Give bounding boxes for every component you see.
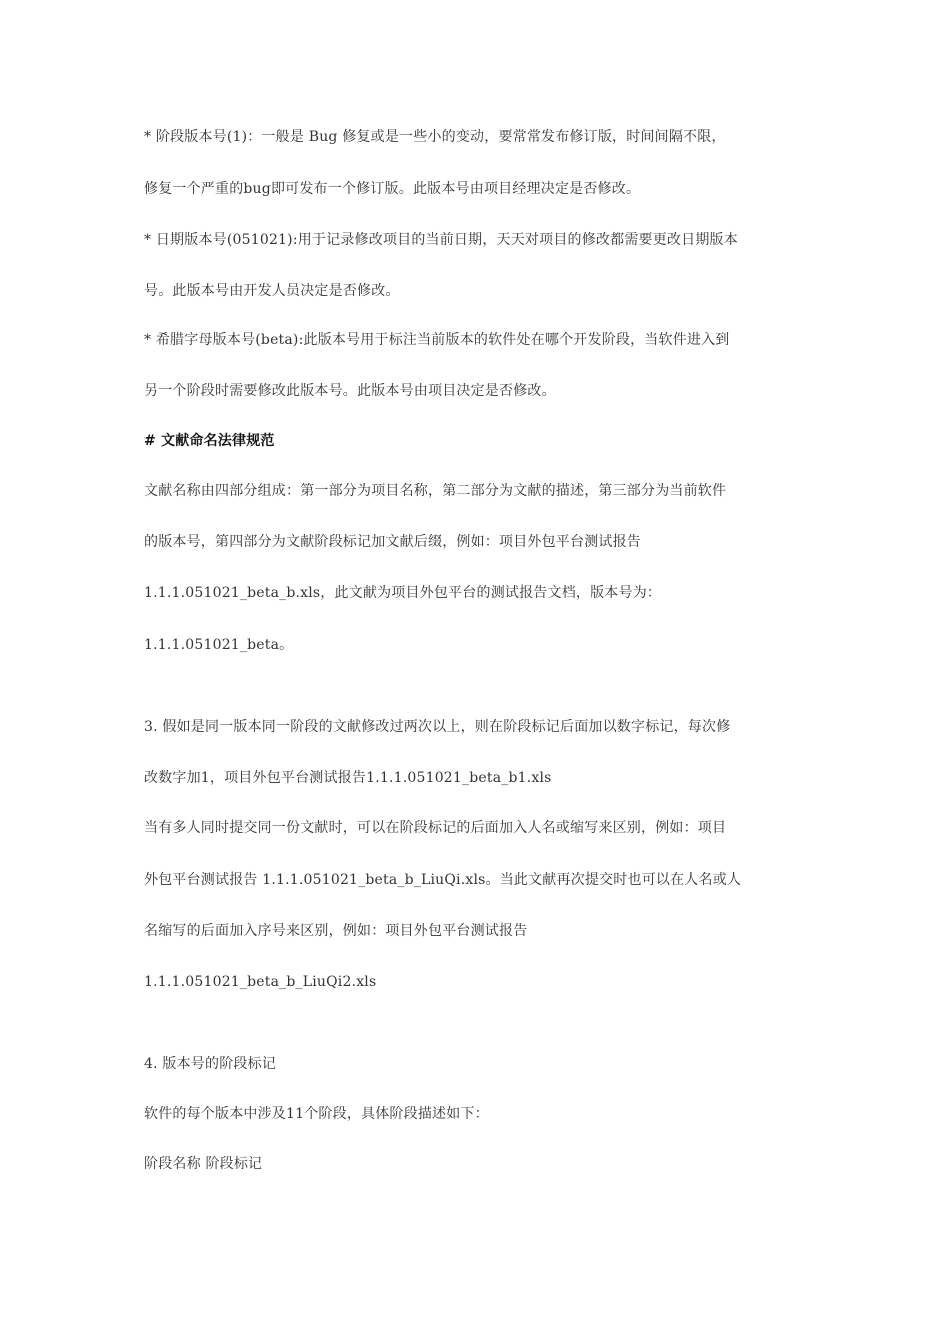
paragraph-greek-version-line-2: 另一个阶段时需要修改此版本号。此版本号由项目决定是否修改。 — [144, 383, 556, 399]
paragraph-date-version-line-1: * 日期版本号(051021):用于记录修改项目的当前日期，天天对项目的修改都需要更改日期版本 — [144, 232, 738, 248]
paragraph-revision-line-2: 改数字加1，项目外包平台测试报告1.1.1.051021_beta_b1.xls — [144, 770, 552, 786]
paragraph-naming-line-2: 的版本号，第四部分为文献阶段标记加文献后缀，例如：项目外包平台测试报告 — [144, 534, 641, 550]
paragraph-stage-marks-heading: 4. 版本号的阶段标记 — [144, 1056, 277, 1072]
table-header-stage-name-mark: 阶段名称 阶段标记 — [144, 1156, 263, 1172]
paragraph-naming-line-3: 1.1.1.051021_beta_b.xls，此文献为项目外包平台的测试报告文档，版本号为： — [144, 585, 662, 601]
paragraph-stage-version-line-2: 修复一个严重的bug即可发布一个修订版。此版本号由项目经理决定是否修改。 — [144, 181, 641, 197]
paragraph-multi-author-line-1: 当有多人同时提交同一份文献时，可以在阶段标记的后面加入人名或缩写来区别，例如：项目 — [144, 820, 727, 836]
paragraph-greek-version-line-1: * 希腊字母版本号(beta):此版本号用于标注当前版本的软件处在哪个开发阶段，当软件进入到 — [144, 332, 730, 348]
paragraph-multi-author-line-2: 外包平台测试报告 1.1.1.051021_beta_b_LiuQi.xls。当此文献再次提交时也可以在人名或人 — [144, 872, 742, 888]
paragraph-multi-author-line-3: 名缩写的后面加入序号来区别，例如：项目外包平台测试报告 — [144, 923, 528, 939]
paragraph-revision-line-1: 3. 假如是同一版本同一阶段的文献修改过两次以上，则在阶段标记后面加以数字标记，每次修 — [144, 719, 731, 735]
paragraph-stage-marks-intro: 软件的每个版本中涉及11个阶段，具体阶段描述如下： — [144, 1106, 489, 1122]
paragraph-stage-version-line-1: * 阶段版本号(1)：一般是 Bug 修复或是一些小的变动，要常常发布修订版，时间间隔不限， — [144, 129, 726, 145]
paragraph-naming-line-1: 文献名称由四部分组成：第一部分为项目名称，第二部分为文献的描述，第三部分为当前软件 — [144, 483, 727, 499]
paragraph-naming-line-4: 1.1.1.051021_beta。 — [144, 637, 294, 653]
paragraph-date-version-line-2: 号。此版本号由开发人员决定是否修改。 — [144, 283, 400, 299]
paragraph-multi-author-line-4: 1.1.1.051021_beta_b_LiuQi2.xls — [144, 974, 377, 990]
section-heading-naming-rules: # 文献命名法律规范 — [144, 433, 275, 449]
